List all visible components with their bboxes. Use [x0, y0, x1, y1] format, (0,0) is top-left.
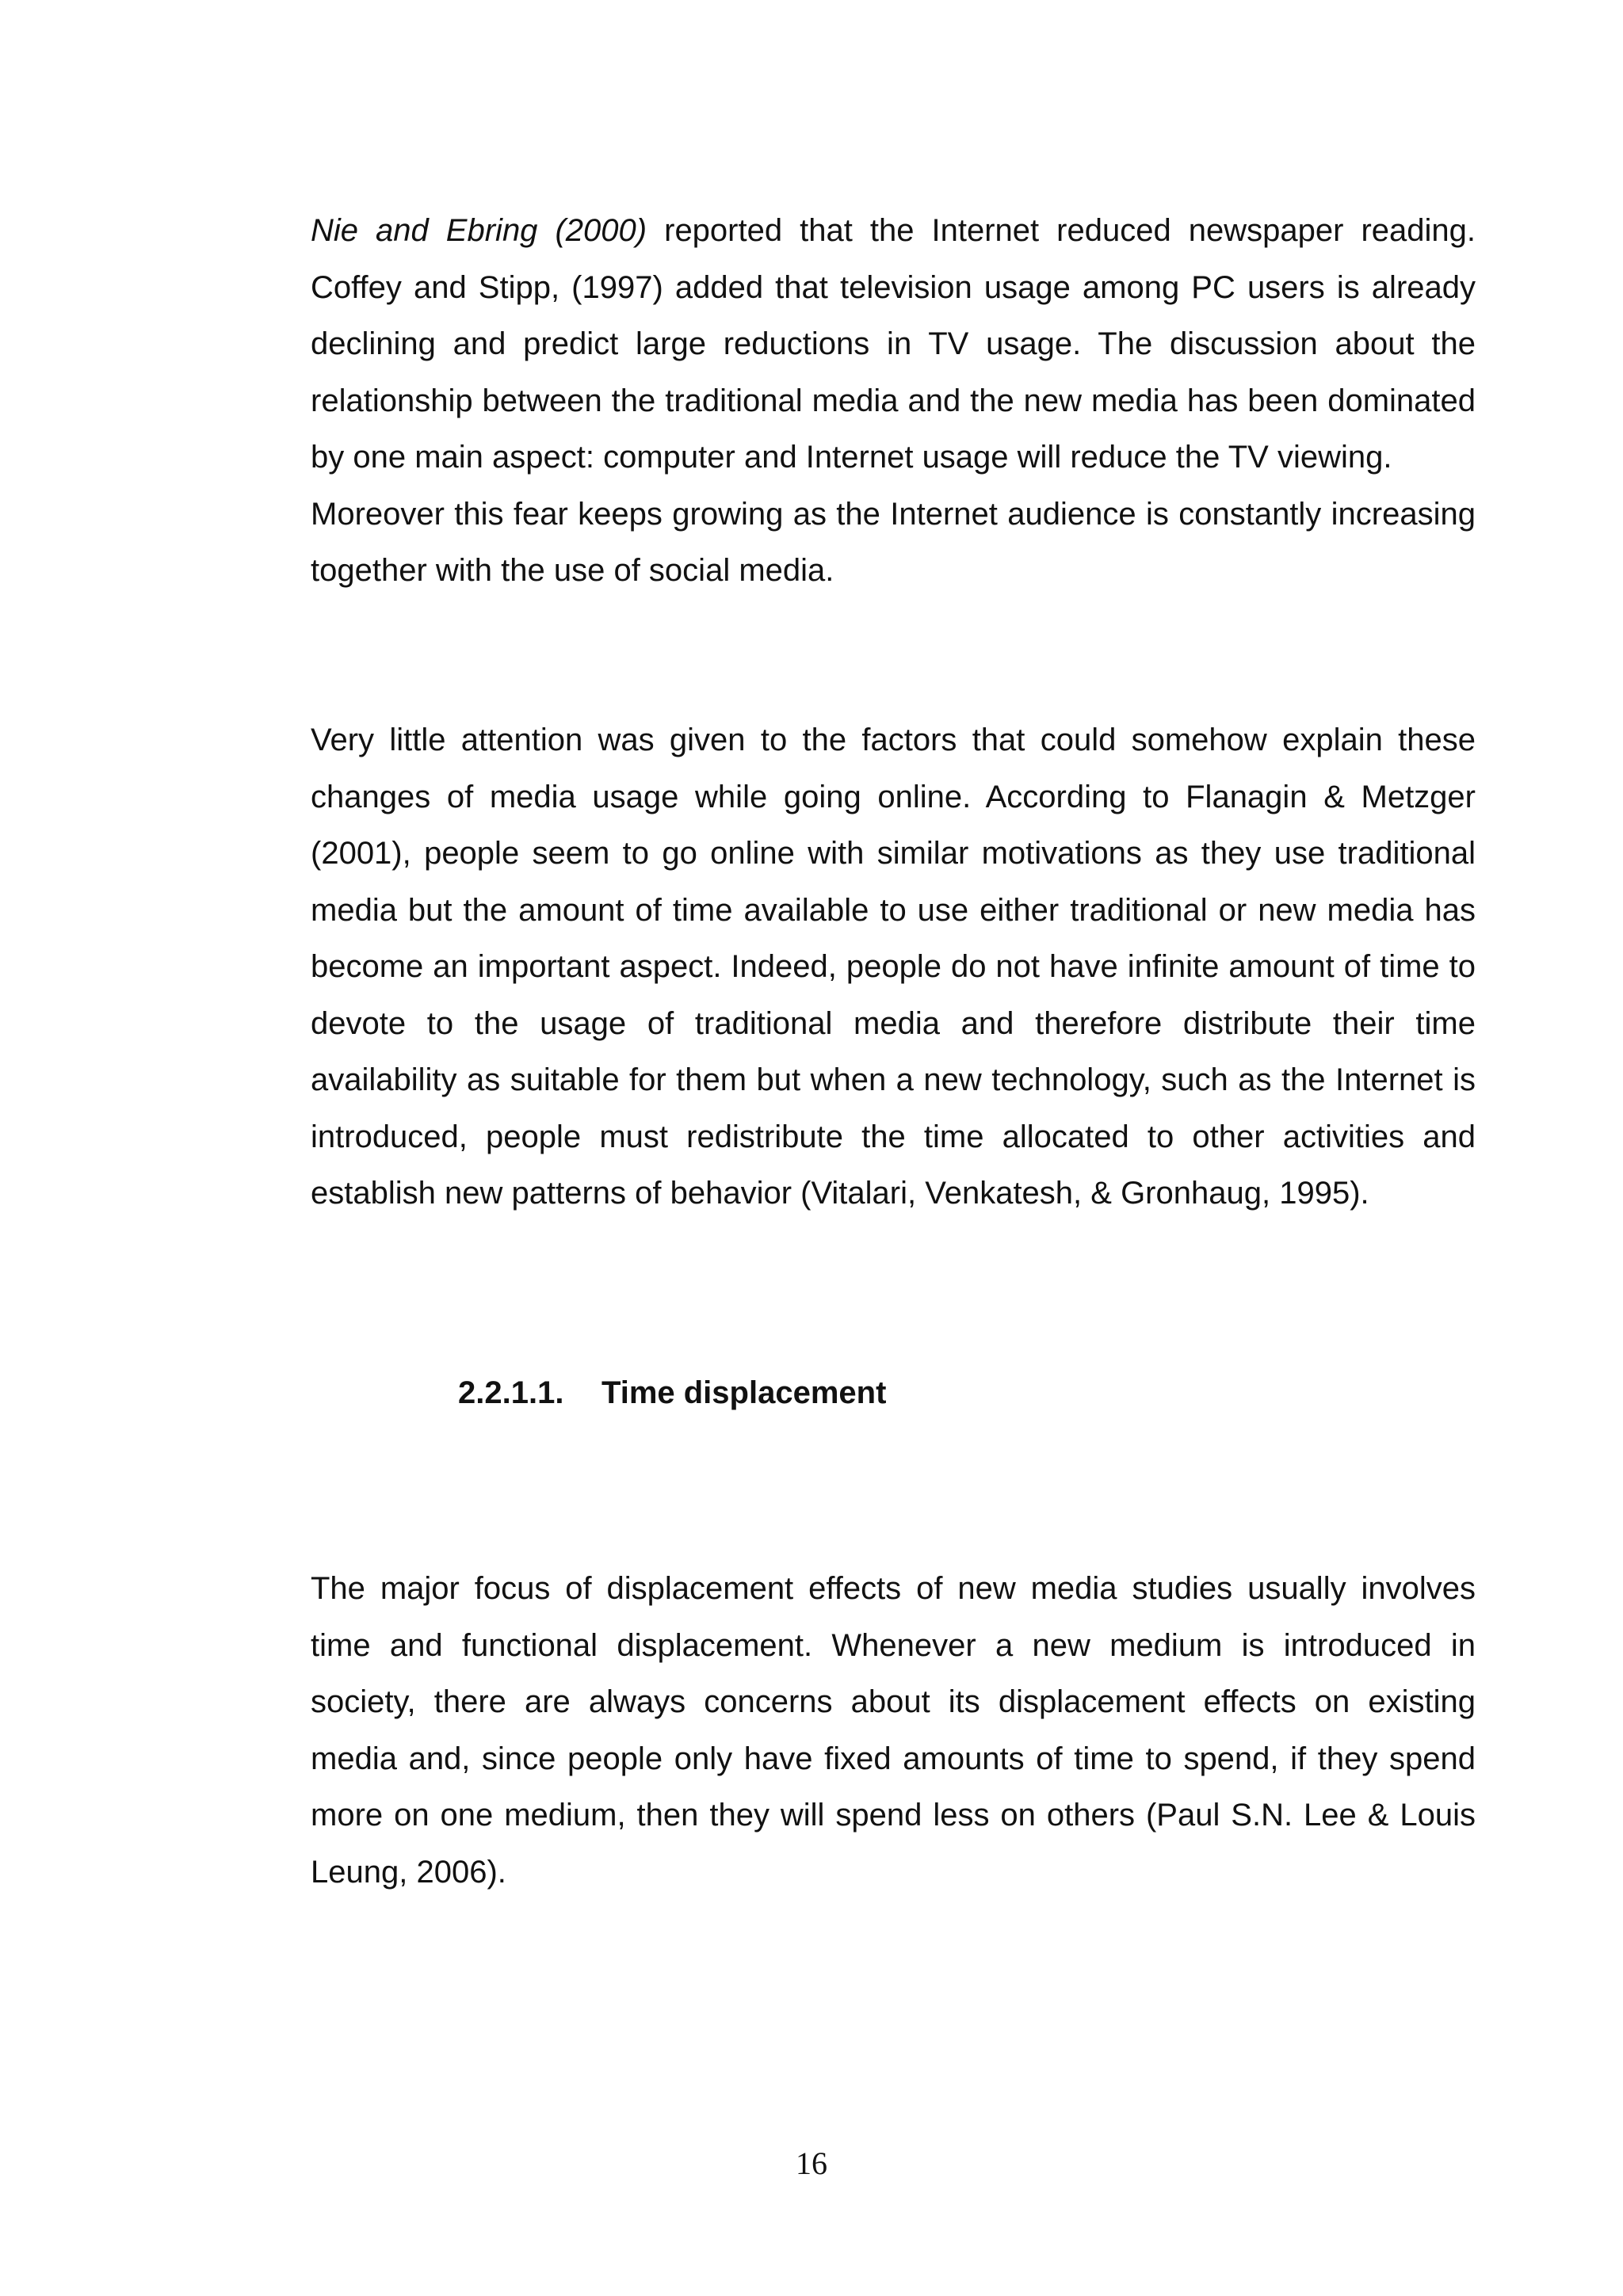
- citation-nie-ebring: Nie and Ebring (2000): [311, 213, 647, 248]
- body-text-block-1: [311, 203, 1476, 600]
- section-title: Time displacement: [601, 1375, 887, 1410]
- page-number: 16: [796, 2145, 827, 2181]
- section-number: 2.2.1.1.: [458, 1375, 564, 1410]
- paragraph-3: Very little attention was given to the factors that could somehow explain these changes of media usage while going online. According to Flanagin & Metzger (2001), people seem to go online with similar motivations as they use traditional media but the amount of time available to use either traditional or new media has become an important aspect. Indeed, people do not have infinite amount of time to devote to the usage of traditional media and therefore distribute their time availability as suitable for them but when a new technology, such as the Internet is introduced, people must redistribute the time allocated to other activities and establish new patterns of behavior (Vitalari, Venkatesh, & Gronhaug, 1995).: [311, 723, 1476, 1211]
- paragraph-2: Moreover this fear keeps growing as the Internet audience is constantly increasing together with the use of social media.: [311, 496, 1476, 588]
- paragraph-4: The major focus of displacement effects of new media studies usually involves time and functional displacement. Whenever a new medium is introduced in society, there are always concerns about its displacement effects on existing media and, since people only have fixed amounts of time to spend, if they spend more on one medium, then they will spend less on others (Paul S.N. Lee & Louis Leung, 2006).: [311, 1571, 1476, 1890]
- paragraph-1-text: reported that the Internet reduced newspaper reading. Coffey and Stipp, (1997) added that television usage among PC users is already declining and predict large reductions in TV usage. The discussion about the relationship between the traditional media and the new media has been dominated by one main aspect: computer and Internet usage will reduce the TV viewing.: [311, 213, 1476, 475]
- body-text-block-3: [311, 1561, 1476, 1901]
- paragraph-1: [311, 203, 1476, 486]
- body-text-block-2: [311, 712, 1476, 1222]
- section-heading: [458, 1369, 886, 1417]
